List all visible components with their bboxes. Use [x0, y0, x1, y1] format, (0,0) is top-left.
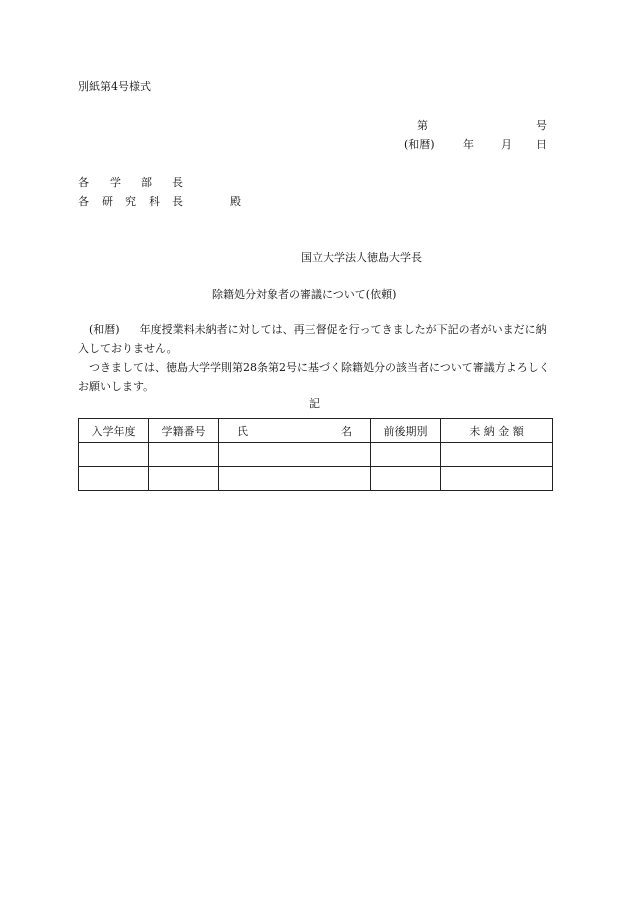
- table-cell: [371, 443, 441, 467]
- ref-go: 号: [536, 119, 547, 132]
- date-day: 日: [536, 138, 547, 151]
- subject-title: 除籍処分対象者の審議について(依頼): [212, 288, 397, 301]
- table-cell: [149, 467, 219, 491]
- col-enroll-year: 入学年度: [79, 419, 149, 443]
- table-cell: [149, 443, 219, 467]
- table-header-row: [79, 419, 553, 443]
- body-para1-text: 年度授業料未納者に対しては、再三督促を行ってきましたが下記の者がいまだに納入しておりません。: [78, 323, 547, 355]
- body-paragraph-1: [78, 320, 554, 358]
- addressee-line2-c4: 科: [149, 195, 160, 208]
- table-cell: [441, 467, 553, 491]
- table-cell: [219, 443, 371, 467]
- table-cell: [371, 467, 441, 491]
- addressee-line1-c3: 部: [141, 176, 152, 189]
- addressee-line2-c3: 究: [125, 195, 136, 208]
- student-table: [78, 418, 553, 491]
- addressee-line1-c4: 長: [172, 176, 183, 189]
- body-text: [78, 320, 554, 396]
- table-row: [79, 467, 553, 491]
- honorific: 殿: [230, 195, 241, 208]
- sender: 国立大学法人徳島大学長: [301, 251, 422, 264]
- form-label: 別紙第4号様式: [78, 80, 151, 93]
- ki-heading: 記: [309, 397, 320, 410]
- col-name-given: 名: [341, 424, 352, 438]
- table-cell: [441, 443, 553, 467]
- date-era: (和暦): [404, 138, 435, 151]
- date-month: 月: [501, 138, 512, 151]
- table-cell: [79, 443, 149, 467]
- addressee-line2-c5: 長: [172, 195, 183, 208]
- date-year: 年: [463, 138, 474, 151]
- addressee-line2-c1: 各: [78, 195, 89, 208]
- col-name-family: 氏: [237, 424, 248, 438]
- col-term: 前後期別: [371, 419, 441, 443]
- col-unpaid: 未 納 金 額: [441, 419, 553, 443]
- body-era: (和暦): [89, 323, 120, 336]
- body-paragraph-2: つきましては、徳島大学学則第28条第2号に基づく除籍処分の該当者について審議方よろしくお願いします。: [78, 361, 550, 393]
- col-student-no: 学籍番号: [149, 419, 219, 443]
- table-row: [79, 443, 553, 467]
- table-cell: [219, 467, 371, 491]
- ref-dai: 第: [417, 119, 428, 132]
- col-name: [219, 419, 371, 443]
- table-cell: [79, 467, 149, 491]
- addressee-line2-c2: 研: [102, 195, 113, 208]
- addressee-line1-c2: 学: [110, 176, 121, 189]
- addressee-line1-c1: 各: [78, 176, 89, 189]
